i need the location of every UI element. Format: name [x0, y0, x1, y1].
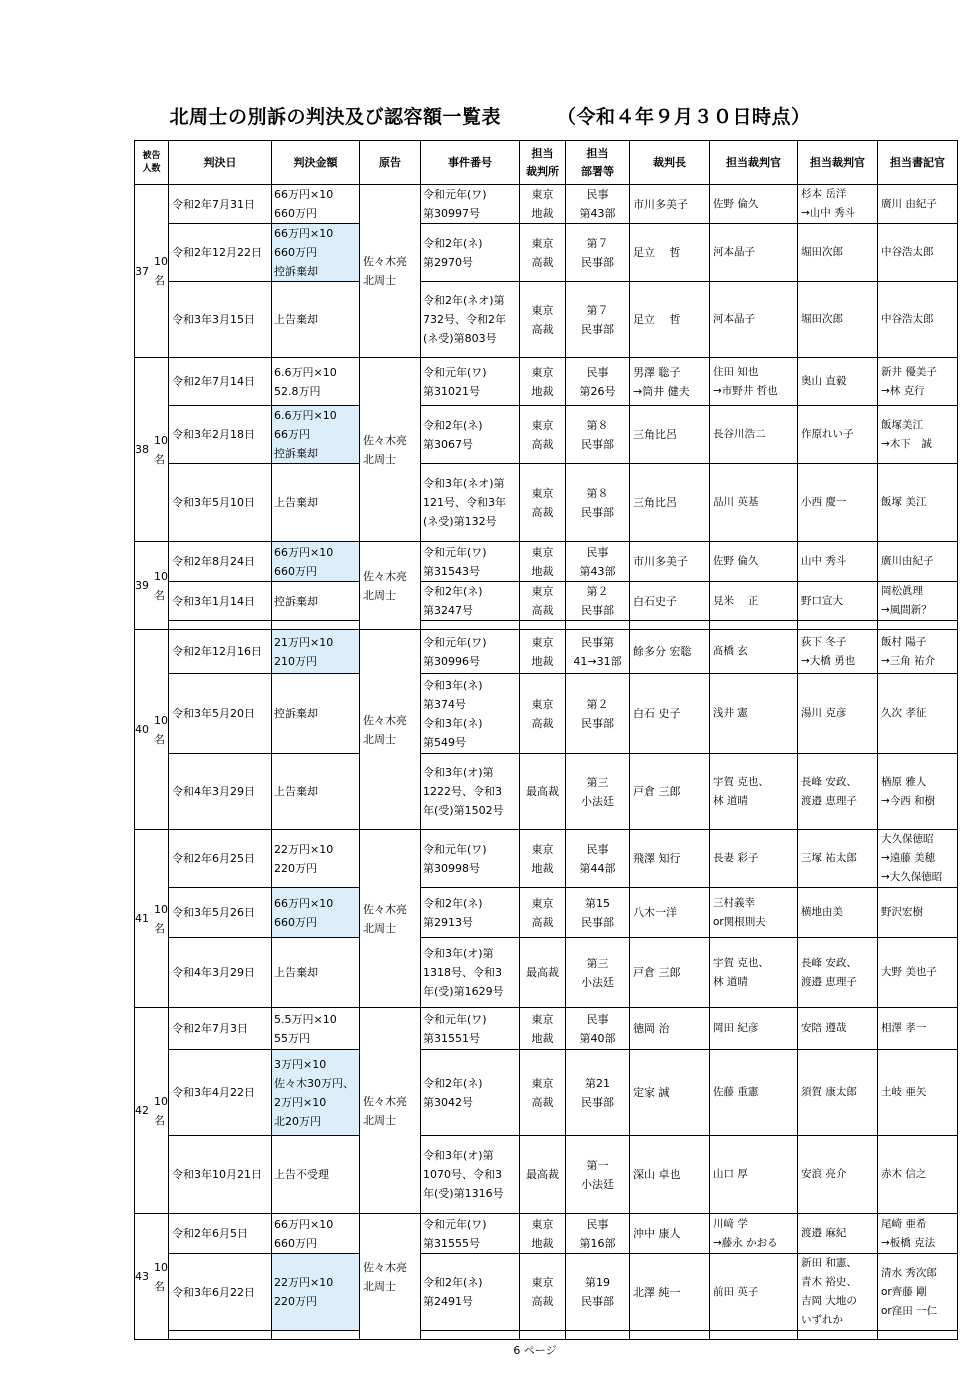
judgment-amount: 上告棄却 [272, 938, 360, 1008]
court: 東京 地裁 [520, 358, 566, 406]
title-date: （令和４年９月３０日時点） [557, 106, 811, 128]
table-body [135, 185, 958, 1340]
judge-1: 浅井 憲 [710, 674, 798, 754]
table-row [135, 630, 958, 674]
judgment-amount: 66万円×10 660万円 控訴棄却 [272, 224, 360, 282]
presiding-judge: 市川多美子 [630, 542, 710, 582]
case-number: 令和2年(ネオ)第 732号、令和2年 (ネ受)第803号 [421, 282, 520, 358]
empty-cell [169, 621, 272, 630]
court: 東京 高裁 [520, 282, 566, 358]
judgment-amount: 6.6万円×10 52.8万円 [272, 358, 360, 406]
header-judge-1: 担当裁判官 [710, 141, 798, 185]
table-row [135, 938, 958, 1008]
header-row [135, 141, 958, 185]
judge-1: 佐野 倫久 [710, 542, 798, 582]
case-number: 令和元年(ワ) 第31555号 [421, 1214, 520, 1254]
presiding-judge: 白石史子 [630, 582, 710, 621]
department: 民事 第43部 [566, 185, 630, 224]
empty-cell [710, 1331, 798, 1340]
judgment-date: 令和3年5月10日 [169, 464, 272, 542]
presiding-judge: 沖中 康人 [630, 1214, 710, 1254]
table-row [135, 754, 958, 830]
judgment-date: 令和2年8月24日 [169, 542, 272, 582]
case-group-number: 42 [135, 1008, 152, 1214]
plaintiff: 佐々木亮 北周士 [360, 542, 421, 630]
header-department: 担当 部署等 [566, 141, 630, 185]
judgment-date: 令和2年12月22日 [169, 224, 272, 282]
judgment-amount: 66万円×10 660万円 [272, 888, 360, 938]
judgment-table [134, 140, 958, 1340]
presiding-judge: 定家 誠 [630, 1050, 710, 1136]
judgment-amount: 上告棄却 [272, 282, 360, 358]
table-row [135, 1136, 958, 1214]
case-number: 令和2年(ネ) 第3247号 [421, 582, 520, 621]
judgment-date: 令和2年6月5日 [169, 1214, 272, 1254]
case-number: 令和3年(オ)第 1222号、令和3 年(受)第1502号 [421, 754, 520, 830]
judgment-amount: 6.6万円×10 66万円 控訴棄却 [272, 406, 360, 464]
presiding-judge: 徳岡 治 [630, 1008, 710, 1050]
department: 第三 小法廷 [566, 938, 630, 1008]
judge-2: 横地由美 [798, 888, 878, 938]
presiding-judge: 飛澤 知行 [630, 830, 710, 888]
court: 東京 地裁 [520, 1008, 566, 1050]
clerk: 大久保徳昭 →遠藤 美穂 →大久保徳昭 [878, 830, 958, 888]
judge-2: 作原れい子 [798, 406, 878, 464]
department: 第７ 民事部 [566, 224, 630, 282]
judgment-amount: 上告不受理 [272, 1136, 360, 1214]
court: 東京 地裁 [520, 830, 566, 888]
judgment-amount: 控訴棄却 [272, 582, 360, 621]
case-number: 令和元年(ワ) 第30998号 [421, 830, 520, 888]
judge-1: 前田 英子 [710, 1254, 798, 1331]
judge-2: 湯川 克彦 [798, 674, 878, 754]
case-group-number: 38 [135, 358, 152, 542]
presiding-judge: 足立 哲 [630, 224, 710, 282]
judgment-date: 令和2年7月31日 [169, 185, 272, 224]
judgment-amount: 22万円×10 220万円 [272, 830, 360, 888]
judge-1: 河本晶子 [710, 224, 798, 282]
judge-2: 杉本 岳洋 →山中 秀斗 [798, 185, 878, 224]
header-date: 判決日 [169, 141, 272, 185]
case-number: 令和元年(ワ) 第31551号 [421, 1008, 520, 1050]
judgment-amount: 控訴棄却 [272, 674, 360, 754]
judgment-date: 令和4年3月29日 [169, 754, 272, 830]
judge-2: 山中 秀斗 [798, 542, 878, 582]
empty-cell [798, 621, 878, 630]
judge-1: 見米 正 [710, 582, 798, 621]
case-number: 令和2年(ネ) 第3042号 [421, 1050, 520, 1136]
presiding-judge: 餘多分 宏聡 [630, 630, 710, 674]
case-number: 令和元年(ワ) 第31543号 [421, 542, 520, 582]
case-group-number: 37 [135, 185, 152, 358]
plaintiff: 佐々木亮 北周士 [360, 630, 421, 830]
clerk: 廣川 由紀子 [878, 185, 958, 224]
header-defendants: 被告 人数 [135, 141, 169, 185]
table-row [135, 224, 958, 282]
judge-2: 小西 慶一 [798, 464, 878, 542]
department: 第８ 民事部 [566, 464, 630, 542]
case-number: 令和2年(ネ) 第3067号 [421, 406, 520, 464]
empty-cell [630, 1331, 710, 1340]
plaintiff: 佐々木亮 北周士 [360, 1214, 421, 1340]
defendant-count: 10 名 [151, 1214, 169, 1340]
empty-cell [421, 1331, 520, 1340]
defendant-count: 10 名 [151, 185, 169, 358]
judge-1: 髙橋 玄 [710, 630, 798, 674]
department: 民事 第26号 [566, 358, 630, 406]
presiding-judge: 足立 哲 [630, 282, 710, 358]
department: 第一 小法廷 [566, 1136, 630, 1214]
plaintiff: 佐々木亮 北周士 [360, 1008, 421, 1214]
judgment-date: 令和3年5月26日 [169, 888, 272, 938]
case-number: 令和3年(オ)第 1070号、令和3 年(受)第1316号 [421, 1136, 520, 1214]
table-row [135, 582, 958, 621]
judge-1: 佐野 倫久 [710, 185, 798, 224]
judgment-date: 令和3年6月22日 [169, 1254, 272, 1331]
judge-1: 岡田 紀彦 [710, 1008, 798, 1050]
clerk: 廣川由紀子 [878, 542, 958, 582]
court: 東京 高裁 [520, 674, 566, 754]
judge-2: 長峰 安政、 渡邉 恵理子 [798, 754, 878, 830]
empty-cell [520, 621, 566, 630]
case-number: 令和2年(ネ) 第2913号 [421, 888, 520, 938]
empty-cell [169, 1331, 272, 1340]
court: 東京 地裁 [520, 185, 566, 224]
case-number: 令和3年(ネ) 第374号 令和3年(ネ) 第549号 [421, 674, 520, 754]
judge-2: 須賀 康太郎 [798, 1050, 878, 1136]
judge-2: 荻下 冬子 →大橋 勇也 [798, 630, 878, 674]
header-amount: 判決金額 [272, 141, 360, 185]
clerk: 岡松眞理 →風間新？ [878, 582, 958, 621]
judgment-date: 令和2年6月25日 [169, 830, 272, 888]
clerk: 野沢宏樹 [878, 888, 958, 938]
judge-2: 三塚 祐太郎 [798, 830, 878, 888]
department: 民事 第44部 [566, 830, 630, 888]
case-group-number: 41 [135, 830, 152, 1008]
clerk: 相澤 孝一 [878, 1008, 958, 1050]
presiding-judge: 三角比呂 [630, 464, 710, 542]
judgment-amount: 上告棄却 [272, 464, 360, 542]
judge-2: 安浪 亮介 [798, 1136, 878, 1214]
empty-cell [878, 1331, 958, 1340]
department: 第三 小法廷 [566, 754, 630, 830]
department: 第７ 民事部 [566, 282, 630, 358]
plaintiff: 佐々木亮 北周士 [360, 358, 421, 542]
judge-1: 佐藤 重憲 [710, 1050, 798, 1136]
judgment-amount: 22万円×10 220万円 [272, 1254, 360, 1331]
header-presiding-judge: 裁判長 [630, 141, 710, 185]
spacer-row [135, 621, 958, 630]
department: 第８ 民事部 [566, 406, 630, 464]
case-number: 令和3年(オ)第 1318号、令和3 年(受)第1629号 [421, 938, 520, 1008]
case-number: 令和元年(ワ) 第31021号 [421, 358, 520, 406]
table-row [135, 830, 958, 888]
presiding-judge: 三角比呂 [630, 406, 710, 464]
header-judge-2: 担当裁判官 [798, 141, 878, 185]
judgment-date: 令和3年5月20日 [169, 674, 272, 754]
judgment-date: 令和3年3月15日 [169, 282, 272, 358]
table-row [135, 1008, 958, 1050]
judge-1: 住田 知也 →市野井 哲也 [710, 358, 798, 406]
document-title [0, 102, 980, 129]
table-row [135, 358, 958, 406]
court: 東京 高裁 [520, 582, 566, 621]
judgment-date: 令和3年4月22日 [169, 1050, 272, 1136]
title-main: 北周士の別訴の判決及び認容額一覧表 [169, 106, 501, 128]
court: 東京 高裁 [520, 1254, 566, 1331]
judgment-date: 令和2年12月16日 [169, 630, 272, 674]
clerk: 土岐 亜矢 [878, 1050, 958, 1136]
presiding-judge: 白石 史子 [630, 674, 710, 754]
judge-1: 三村義幸 or関根則夫 [710, 888, 798, 938]
spacer-row [135, 1331, 958, 1340]
judge-1: 宇賀 克也、 林 道晴 [710, 938, 798, 1008]
judgment-amount: 66万円×10 660万円 [272, 542, 360, 582]
case-group-number: 43 [135, 1214, 152, 1340]
empty-cell [710, 621, 798, 630]
court: 最高裁 [520, 938, 566, 1008]
court: 東京 高裁 [520, 888, 566, 938]
judgment-date: 令和2年7月14日 [169, 358, 272, 406]
table-row [135, 185, 958, 224]
judge-2: 野口宣大 [798, 582, 878, 621]
judgment-amount: 21万円×10 210万円 [272, 630, 360, 674]
table-row [135, 282, 958, 358]
page-footer: 6 ページ [513, 1344, 557, 1357]
judge-2: 渡邉 麻紀 [798, 1214, 878, 1254]
clerk: 楢原 雅人 →今西 和樹 [878, 754, 958, 830]
empty-cell [272, 621, 360, 630]
case-number: 令和3年(ネオ)第 121号、令和3年 (ネ受)第132号 [421, 464, 520, 542]
judgment-date: 令和4年3月29日 [169, 938, 272, 1008]
judge-1: 山口 厚 [710, 1136, 798, 1214]
court: 最高裁 [520, 1136, 566, 1214]
judgment-amount: 5.5万円×10 55万円 [272, 1008, 360, 1050]
court: 東京 高裁 [520, 1050, 566, 1136]
judge-1: 川﨑 学 →藤永 かおる [710, 1214, 798, 1254]
court: 東京 地裁 [520, 542, 566, 582]
judge-2: 安陪 遵哉 [798, 1008, 878, 1050]
plaintiff: 佐々木亮 北周士 [360, 830, 421, 1008]
department: 第21 民事部 [566, 1050, 630, 1136]
clerk: 中谷浩太郎 [878, 282, 958, 358]
case-group-number: 39 [135, 542, 152, 630]
judgment-date: 令和3年10月21日 [169, 1136, 272, 1214]
table-row [135, 542, 958, 582]
table-row [135, 464, 958, 542]
clerk: 赤木 信之 [878, 1136, 958, 1214]
defendant-count: 10 名 [151, 830, 169, 1008]
judge-2: 奥山 直毅 [798, 358, 878, 406]
table-row [135, 674, 958, 754]
judgment-date: 令和3年2月18日 [169, 406, 272, 464]
judgment-amount: 上告棄却 [272, 754, 360, 830]
judge-1: 品川 英基 [710, 464, 798, 542]
empty-cell [272, 1331, 360, 1340]
judge-2: 長峰 安政、 渡邉 恵理子 [798, 938, 878, 1008]
table-row [135, 888, 958, 938]
clerk: 飯塚 美江 [878, 464, 958, 542]
case-number: 令和2年(ネ) 第2970号 [421, 224, 520, 282]
empty-cell [878, 621, 958, 630]
header-clerk: 担当書記官 [878, 141, 958, 185]
table-row [135, 1050, 958, 1136]
clerk: 大野 美也子 [878, 938, 958, 1008]
presiding-judge: 男澤 聡子 →筒井 健夫 [630, 358, 710, 406]
judge-2: 堀田次郎 [798, 282, 878, 358]
court: 東京 高裁 [520, 406, 566, 464]
header-case-number: 事件番号 [421, 141, 520, 185]
presiding-judge: 北澤 純一 [630, 1254, 710, 1331]
judge-2: 堀田次郎 [798, 224, 878, 282]
table-row [135, 406, 958, 464]
defendant-count: 10 名 [151, 542, 169, 630]
presiding-judge: 深山 卓也 [630, 1136, 710, 1214]
clerk: 久次 孝征 [878, 674, 958, 754]
header-plaintiff: 原告 [360, 141, 421, 185]
header-court: 担当 裁判所 [520, 141, 566, 185]
department: 第２ 民事部 [566, 674, 630, 754]
court: 東京 地裁 [520, 1214, 566, 1254]
department: 民事 第40部 [566, 1008, 630, 1050]
judgment-date: 令和3年1月14日 [169, 582, 272, 621]
judgment-amount: 3万円×10 佐々木30万円、 2万円×10 北20万円 [272, 1050, 360, 1136]
department: 第15 民事部 [566, 888, 630, 938]
defendant-count: 10 名 [151, 358, 169, 542]
judge-1: 河本晶子 [710, 282, 798, 358]
court: 東京 高裁 [520, 464, 566, 542]
judge-2: 新田 和憲、 青木 裕史、 吉岡 大地の いずれか [798, 1254, 878, 1331]
empty-cell [566, 1331, 630, 1340]
department: 民事 第16部 [566, 1214, 630, 1254]
defendant-count: 10 名 [151, 1008, 169, 1214]
clerk: 飯塚美江 →木下 誠 [878, 406, 958, 464]
judgment-amount: 66万円×10 660万円 [272, 185, 360, 224]
table-row [135, 1214, 958, 1254]
empty-cell [630, 621, 710, 630]
plaintiff: 佐々木亮 北周士 [360, 185, 421, 358]
presiding-judge: 戸倉 三郎 [630, 938, 710, 1008]
presiding-judge: 八木一洋 [630, 888, 710, 938]
case-group-number: 40 [135, 630, 152, 830]
clerk: 新井 優美子 →林 克行 [878, 358, 958, 406]
case-number: 令和2年(ネ) 第2491号 [421, 1254, 520, 1331]
defendant-count: 10 名 [151, 630, 169, 830]
department: 民事第 41→31部 [566, 630, 630, 674]
judge-1: 長妻 彩子 [710, 830, 798, 888]
case-number: 令和元年(ワ) 第30996号 [421, 630, 520, 674]
clerk: 尾崎 亜希 →板橋 克法 [878, 1214, 958, 1254]
empty-cell [421, 621, 520, 630]
clerk: 清水 秀次郎 or齊藤 剛 or窪田 一仁 [878, 1254, 958, 1331]
empty-cell [798, 1331, 878, 1340]
department: 民事 第43部 [566, 542, 630, 582]
court: 東京 高裁 [520, 224, 566, 282]
judgment-date: 令和2年7月3日 [169, 1008, 272, 1050]
empty-cell [520, 1331, 566, 1340]
case-number: 令和元年(ワ) 第30997号 [421, 185, 520, 224]
empty-cell [566, 621, 630, 630]
department: 第２ 民事部 [566, 582, 630, 621]
court: 東京 地裁 [520, 630, 566, 674]
clerk: 飯村 陽子 →三角 祐介 [878, 630, 958, 674]
department: 第19 民事部 [566, 1254, 630, 1331]
presiding-judge: 市川多美子 [630, 185, 710, 224]
judgment-amount: 66万円×10 660万円 [272, 1214, 360, 1254]
court: 最高裁 [520, 754, 566, 830]
judge-1: 宇賀 克也、 林 道晴 [710, 754, 798, 830]
table-row [135, 1254, 958, 1331]
clerk: 中谷浩太郎 [878, 224, 958, 282]
judge-1: 長谷川浩二 [710, 406, 798, 464]
presiding-judge: 戸倉 三郎 [630, 754, 710, 830]
